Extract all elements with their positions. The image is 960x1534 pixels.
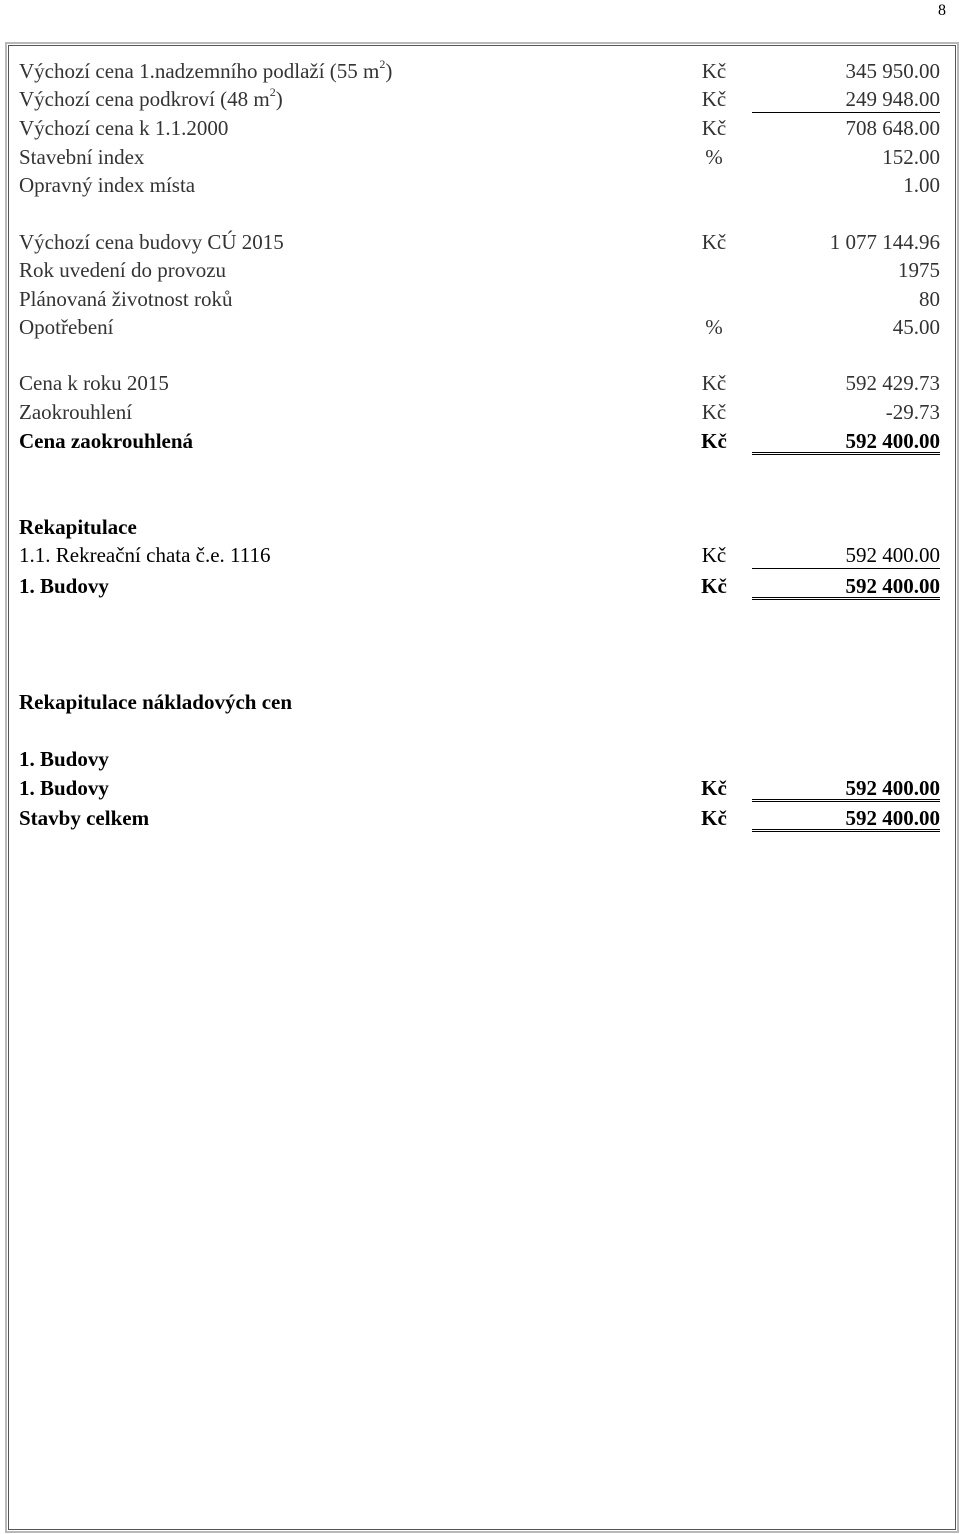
page-number: 8 <box>938 2 946 19</box>
row-label: Stavby celkem <box>19 806 150 830</box>
row-label: Rok uvedení do provozu <box>19 258 227 282</box>
row-unit: % <box>705 145 723 169</box>
row-unit: Kč <box>701 59 727 83</box>
row-label: Zaokrouhlení <box>19 400 133 424</box>
row-unit: Kč <box>701 574 727 598</box>
row-value: 1.00 <box>903 173 940 197</box>
row-base-price-attic <box>7 86 957 113</box>
row-label: Cena zaokrouhlená <box>19 429 194 453</box>
row-unit: Kč <box>701 806 727 830</box>
row-depreciation <box>7 314 957 341</box>
row-unit: Kč <box>701 400 727 424</box>
row-value: 592 400.00 <box>752 573 940 600</box>
row-unit: Kč <box>701 543 727 567</box>
row-unit: Kč <box>701 776 727 800</box>
row-base-price-building <box>7 229 957 256</box>
row-base-price-2000 <box>7 115 957 142</box>
row-label: 1. Budovy <box>19 776 109 800</box>
row-label: Výchozí cena budovy CÚ 2015 <box>19 230 284 254</box>
recap-costs-subtitle: 1. Budovy <box>19 747 109 771</box>
row-unit: Kč <box>701 230 727 254</box>
row-building-index <box>7 144 957 171</box>
row-value: 592 400.00 <box>752 428 940 455</box>
row-label: Stavební index <box>19 145 145 169</box>
row-label: Plánovaná životnost roků <box>19 287 233 311</box>
row-value: 345 950.00 <box>845 59 940 83</box>
row-value: 592 400.00 <box>752 775 940 802</box>
row-base-price-ground-floor <box>7 58 957 85</box>
row-label: 1. Budovy <box>19 574 109 598</box>
recap-costs-row-buildings <box>7 775 957 802</box>
row-rounded-price <box>7 428 957 455</box>
row-value: 592 429.73 <box>845 371 940 395</box>
row-label: 1.1. Rekreační chata č.e. 1116 <box>19 543 271 567</box>
recap-title: Rekapitulace <box>19 515 137 539</box>
row-unit: Kč <box>701 116 727 140</box>
row-unit: Kč <box>701 371 727 395</box>
row-unit: Kč <box>701 87 727 111</box>
recap-costs-row-total <box>7 805 957 832</box>
row-location-index <box>7 172 957 199</box>
row-value: 592 400.00 <box>752 805 940 832</box>
row-value: -29.73 <box>885 400 940 424</box>
row-value: 1975 <box>898 258 940 282</box>
row-planned-lifetime <box>7 286 957 313</box>
row-value: 152.00 <box>882 145 940 169</box>
row-label: Výchozí cena podkroví (48 $m^2$) <box>19 85 283 111</box>
row-label: Výchozí cena 1.nadzemního podlaží (55 $m^2$) <box>19 57 393 83</box>
row-rounding <box>7 399 957 426</box>
row-value: 592 400.00 <box>752 542 940 569</box>
row-unit: % <box>705 315 723 339</box>
document-frame <box>5 42 959 1533</box>
row-unit: Kč <box>701 429 727 453</box>
row-label: Opotřebení <box>19 315 114 339</box>
row-value: 45.00 <box>892 315 940 339</box>
recap-row-buildings <box>7 573 957 600</box>
row-price-2015 <box>7 370 957 397</box>
row-label: Opravný index místa <box>19 173 196 197</box>
row-value: 80 <box>919 287 940 311</box>
row-value: 249 948.00 <box>752 86 940 113</box>
row-label: Cena k roku 2015 <box>19 371 169 395</box>
recap-costs-title: Rekapitulace nákladových cen <box>19 690 293 714</box>
row-label: Výchozí cena k 1.1.2000 <box>19 116 229 140</box>
row-value: 1 077 144.96 <box>829 230 940 254</box>
row-value: 708 648.00 <box>845 116 940 140</box>
recap-row-cottage <box>7 542 957 569</box>
row-year-commissioned <box>7 257 957 284</box>
